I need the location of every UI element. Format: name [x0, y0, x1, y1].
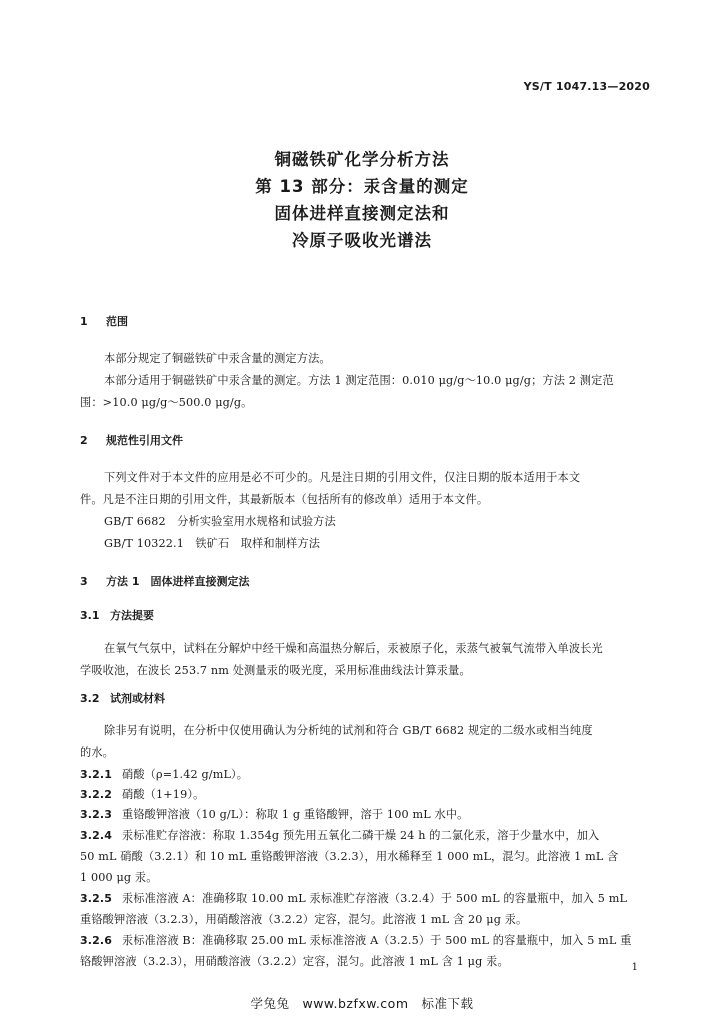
- paragraph-continuation: 学吸收池，在波长 253.7 nm 处测量汞的吸光度，采用标准曲线法计算汞量。: [80, 664, 471, 677]
- clause-text: 汞标准贮存溶液：称取 1.354g 预先用五氧化二磷干燥 24 h 的二氯化汞，溶于少量水中，加入: [122, 829, 600, 842]
- clause-continuation: 重铬酸钾溶液（3.2.3），用硝酸溶液（3.2.2）定容，混匀。此溶液 1 mL 含 20 μg 汞。: [80, 913, 528, 926]
- footer-watermark: 学兔兔 www.bzfxw.com 标准下载: [250, 996, 474, 1011]
- clause-number: 3.2.6: [80, 934, 113, 947]
- title-line-3: 固体进样直接测定法和: [274, 204, 450, 223]
- clause-text: 硝酸（ρ=1.42 g/mL）。: [122, 768, 249, 781]
- section-1-heading: [80, 313, 128, 329]
- subsection-title: 方法提要: [110, 609, 154, 622]
- section-2-heading: [80, 432, 183, 448]
- clause-3-2-4: [80, 827, 599, 843]
- clause-continuation: 50 mL 硝酸（3.2.1）和 10 mL 重铬酸钾溶液（3.2.3），用水稀释至 1 000 mL，混匀。此溶液 1 mL 含: [80, 850, 619, 863]
- section-3-heading: [80, 573, 249, 589]
- section-number: 2: [80, 434, 88, 447]
- clause-3-2-6: [80, 932, 632, 948]
- paragraph-continuation: 的水。: [80, 746, 115, 759]
- paragraph: 除非另有说明，在分析中仅使用确认为分析纯的试剂和符合 GB/T 6682 规定的二级水或相当纯度: [104, 724, 593, 737]
- paragraph: 在氧气气氛中，试料在分解炉中经干燥和高温热分解后，汞被原子化，汞蒸气被氧气流带入单波长光: [104, 642, 603, 655]
- section-title: 范围: [106, 315, 128, 328]
- standard-code: YS/T 1047.13—2020: [523, 80, 650, 93]
- section-title: 方法 1 固体进样直接测定法: [106, 575, 250, 588]
- section-number: 1: [80, 315, 88, 328]
- title-line-1: 铜磁铁矿化学分析方法: [274, 150, 450, 169]
- document-title: [0, 146, 724, 254]
- title-line-2: 第 13 部分：汞含量的测定: [255, 177, 469, 196]
- subsection-title: 试剂或材料: [110, 692, 165, 705]
- section-title: 规范性引用文件: [106, 434, 183, 447]
- subsection-3-1-heading: [80, 607, 154, 623]
- clause-number: 3.2.5: [80, 892, 113, 905]
- clause-text: 重铬酸钾溶液（10 g/L）：称取 1 g 重铬酸钾，溶于 100 mL 水中。: [122, 808, 469, 821]
- paragraph-continuation: 围：>10.0 μg/g～500.0 μg/g。: [80, 396, 253, 409]
- normative-reference: GB/T 6682 分析实验室用水规格和试验方法: [104, 515, 336, 528]
- clause-continuation: 1 000 μg 汞。: [80, 871, 158, 884]
- clause-number: 3.2.3: [80, 808, 113, 821]
- clause-number: 3.2.4: [80, 829, 113, 842]
- clause-3-2-3: [80, 806, 469, 822]
- section-number: 3: [80, 575, 88, 588]
- subsection-3-2-heading: [80, 690, 165, 706]
- subsection-number: 3.2: [80, 692, 100, 705]
- paragraph: 本部分规定了铜磁铁矿中汞含量的测定方法。: [104, 352, 331, 365]
- clause-3-2-5: [80, 890, 627, 906]
- paragraph-continuation: 件。凡是不注日期的引用文件，其最新版本（包括所有的修改单）适用于本文件。: [80, 493, 489, 506]
- page-number: 1: [631, 962, 638, 973]
- clause-number: 3.2.2: [80, 788, 113, 801]
- subsection-number: 3.1: [80, 609, 100, 622]
- paragraph: 下列文件对于本文件的应用是必不可少的。凡是注日期的引用文件，仅注日期的版本适用于本文: [104, 471, 581, 484]
- clause-text: 硝酸（1+19）。: [122, 788, 205, 801]
- clause-text: 汞标准溶液 B：准确移取 25.00 mL 汞标准溶液 A（3.2.5）于 500 mL 的容量瓶中，加入 5 mL 重: [122, 934, 632, 947]
- normative-reference: GB/T 10322.1 铁矿石 取样和制样方法: [104, 537, 321, 550]
- paragraph: 本部分适用于铜磁铁矿中汞含量的测定。方法 1 测定范围：0.010 μg/g～10.0 μg/g；方法 2 测定范: [104, 374, 614, 387]
- clause-continuation: 铬酸钾溶液（3.2.3），用硝酸溶液（3.2.2）定容，混匀。此溶液 1 mL 含 1 μg 汞。: [80, 955, 509, 968]
- clause-3-2-1: [80, 766, 248, 782]
- clause-number: 3.2.1: [80, 768, 113, 781]
- title-line-4: 冷原子吸收光谱法: [292, 231, 432, 250]
- clause-text: 汞标准溶液 A：准确移取 10.00 mL 汞标准贮存溶液（3.2.4）于 500 mL 的容量瓶中，加入 5 mL: [122, 892, 628, 905]
- clause-3-2-2: [80, 786, 204, 802]
